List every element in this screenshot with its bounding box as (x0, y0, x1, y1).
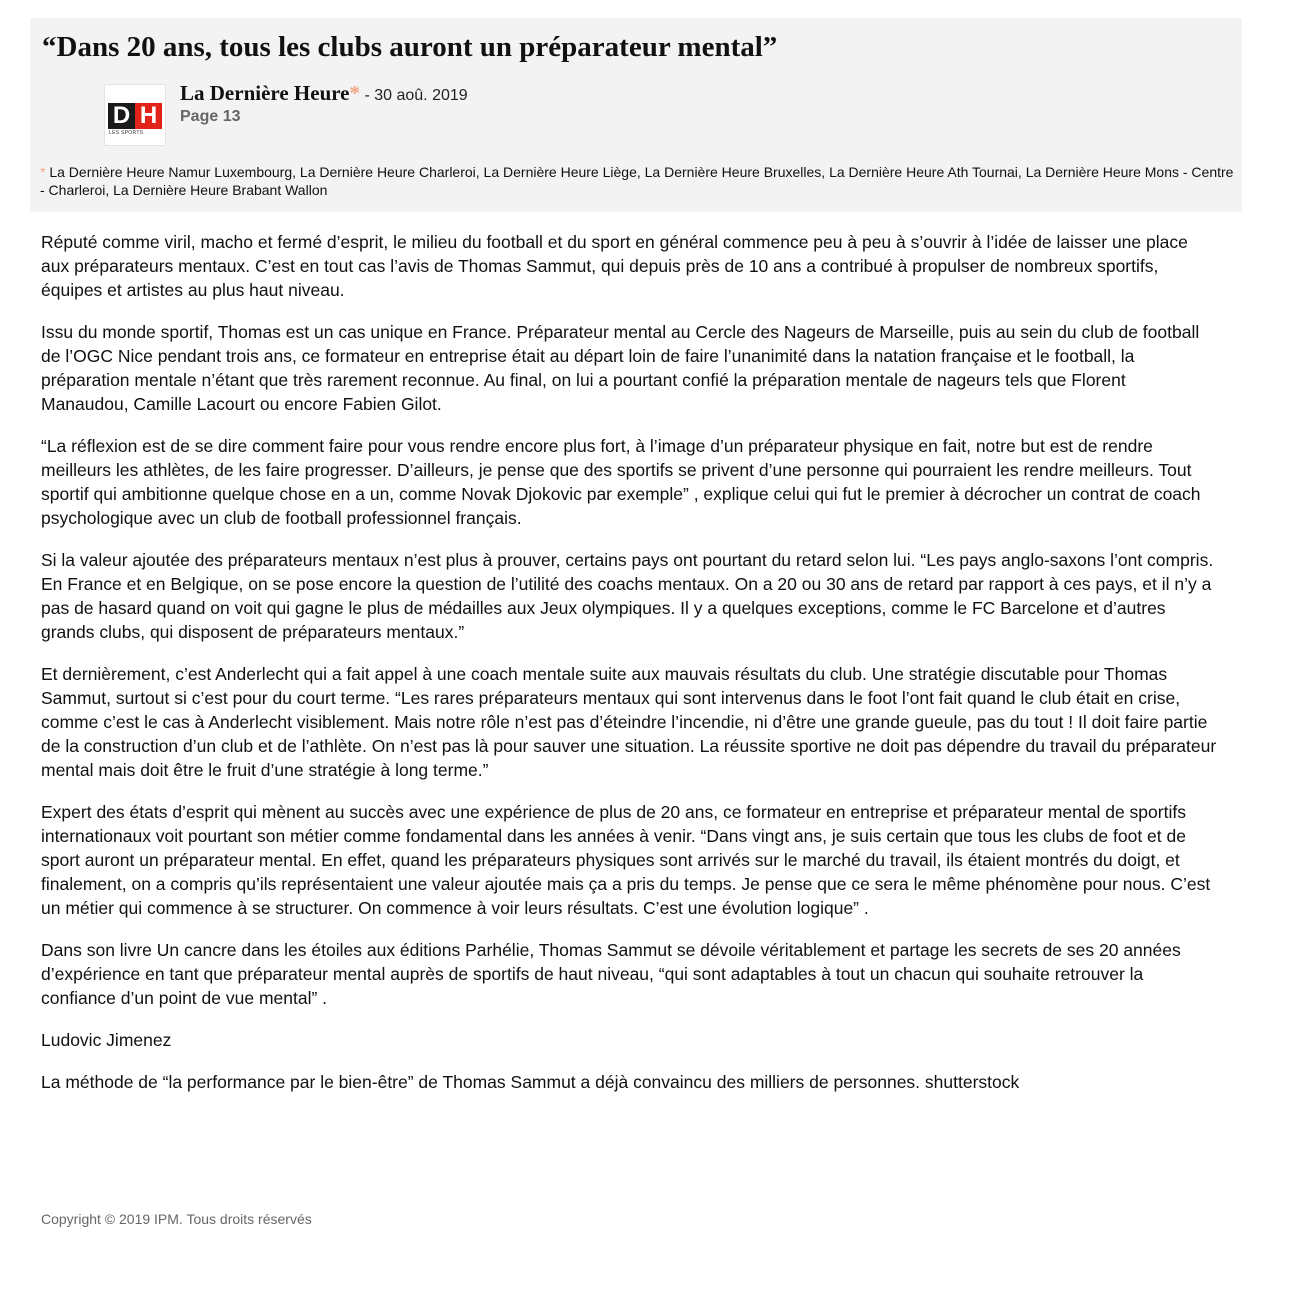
logo-letter-d: D (108, 103, 135, 129)
article-paragraph: Réputé comme viril, macho et fermé d’esprit, le milieu du football et du sport en général commence peu à peu à s’ouvrir à l’idée de laisser une place aux préparateurs mentaux. C’est en tout cas l’avis de Thomas Sammut, qui depuis près de 10 ans a contribué à propulser de nombreux sportifs, équipes et artistes au plus haut niveau. (41, 232, 1188, 300)
editions-list (40, 163, 1236, 199)
article-paragraph: Dans son livre Un cancre dans les étoiles aux éditions Parhélie, Thomas Sammut se dévoile véritablement et partage les secrets de ses 20 années d’expérience en tant que préparateur mental auprès de sportifs de haut niveau, “qui sont adaptables à tout un chacun qui souhaite retrouver la confiance d’un point de vue mental” . (41, 940, 1181, 1008)
editions-text: La Dernière Heure Namur Luxembourg, La Dernière Heure Charleroi, La Dernière Heure Liège, La Dernière Heure Bruxelles, La Dernière Heure Ath Tournai, La Dernière Heure Mons - Centre - Charleroi, La Dernière Heure Brabant Wallon (40, 164, 1234, 198)
editions-asterisk: * (40, 164, 46, 180)
article-paragraph: “La réflexion est de se dire comment faire pour vous rendre encore plus fort, à l’image d’un préparateur physique en fait, notre but est de rendre meilleurs les athlètes, de les faire progresser. D’ailleurs, je pense que des sportifs se privent d’une personne qui pourraient les rendre meilleurs. Tout sportif qui ambitionne quelque chose en a un, comme Novak Djokovic par exemple” , explique celui qui fut le premier à décrocher un contrat de coach psychologique avec un club de football professionnel français. (41, 436, 1201, 528)
page-number: Page 13 (180, 108, 241, 125)
publication-date: - 30 aoû. 2019 (360, 87, 468, 104)
source-name: La Dernière Heure (180, 81, 350, 105)
article-paragraph: Et dernièrement, c’est Anderlecht qui a fait appel à une coach mentale suite aux mauvais résultats du club. Une stratégie discutable pour Thomas Sammut, surtout si c’est pour du court terme. “Les rares préparateurs mentaux qui sont intervenus dans le foot l’ont fait quand le club était en crise, comme c’est le cas à Anderlecht visiblement. Mais notre rôle n’est pas d’éteindre l’incendie, ni d’être une grande gueule, pas du tout ! Il doit faire partie de la construction d’un club et de l’athlète. On n’est pas là pour sauver une situation. La réussite sportive ne doit pas dépendre du travail du préparateur mental mais doit être le fruit d’une stratégie à long terme.” (41, 664, 1217, 780)
article-author: Ludovic Jimenez (41, 1030, 172, 1050)
copyright-notice: Copyright © 2019 IPM. Tous droits réservés (41, 1211, 312, 1227)
logo-subtitle: LES SPORTS (109, 130, 144, 136)
article-title: “Dans 20 ans, tous les clubs auront un préparateur mental” (42, 31, 778, 63)
source-asterisk: * (349, 81, 361, 105)
image-caption: La méthode de “la performance par le bien-être” de Thomas Sammut a déjà convaincu des milliers de personnes. shutterstock (41, 1072, 1020, 1092)
article-paragraph: Expert des états d’esprit qui mènent au succès avec une expérience de plus de 20 ans, ce formateur en entreprise et préparateur mental de sportifs internationaux voit pourtant son métier comme fondamental dans les années à venir. “Dans vingt ans, je suis certain que tous les clubs de foot et de sport auront un préparateur mental. En effet, quand les préparateurs physiques sont arrivés sur le marché du travail, ils étaient montrés du doigt, et finalement, on a compris qu’ils représentaient une valeur ajoutée mais ça a pris du temps. Je pense que ce sera le même phénomène pour nous. C’est un métier qui commence à se structurer. On commence à voir leurs résultats. C’est une évolution logique” . (41, 802, 1211, 918)
logo-letter-h: H (135, 103, 162, 129)
article-paragraph: Issu du monde sportif, Thomas est un cas unique en France. Préparateur mental au Cercle des Nageurs de Marseille, puis au sein du club de football de l’OGC Nice pendant trois ans, ce formateur en entreprise était au départ loin de faire l’unanimité dans la natation française et le football, la préparation mentale n’étant que très rarement reconnue. Au final, on lui a pourtant confié la préparation mentale de nageurs tels que Florent Manaudou, Camille Lacourt ou encore Fabien Gilot. (41, 322, 1200, 414)
article-paragraph: Si la valeur ajoutée des préparateurs mentaux n’est plus à prouver, certains pays ont pourtant du retard selon lui. “Les pays anglo-saxons l’ont compris. En France et en Belgique, on se pose encore la question de l’utilité des coachs mentaux. On a 20 ou 30 ans de retard par rapport à ces pays, et il n’y a pas de hasard quand on voit qui gagne le plus de médailles aux Jeux olympiques. Il y a quelques exceptions, comme le FC Barcelone et d’autres grands clubs, qui disposent de préparateurs mentaux.” (41, 550, 1214, 642)
article-header (30, 18, 1242, 212)
article-body (41, 230, 1217, 1112)
source-line (180, 81, 468, 106)
source-logo (104, 84, 166, 146)
